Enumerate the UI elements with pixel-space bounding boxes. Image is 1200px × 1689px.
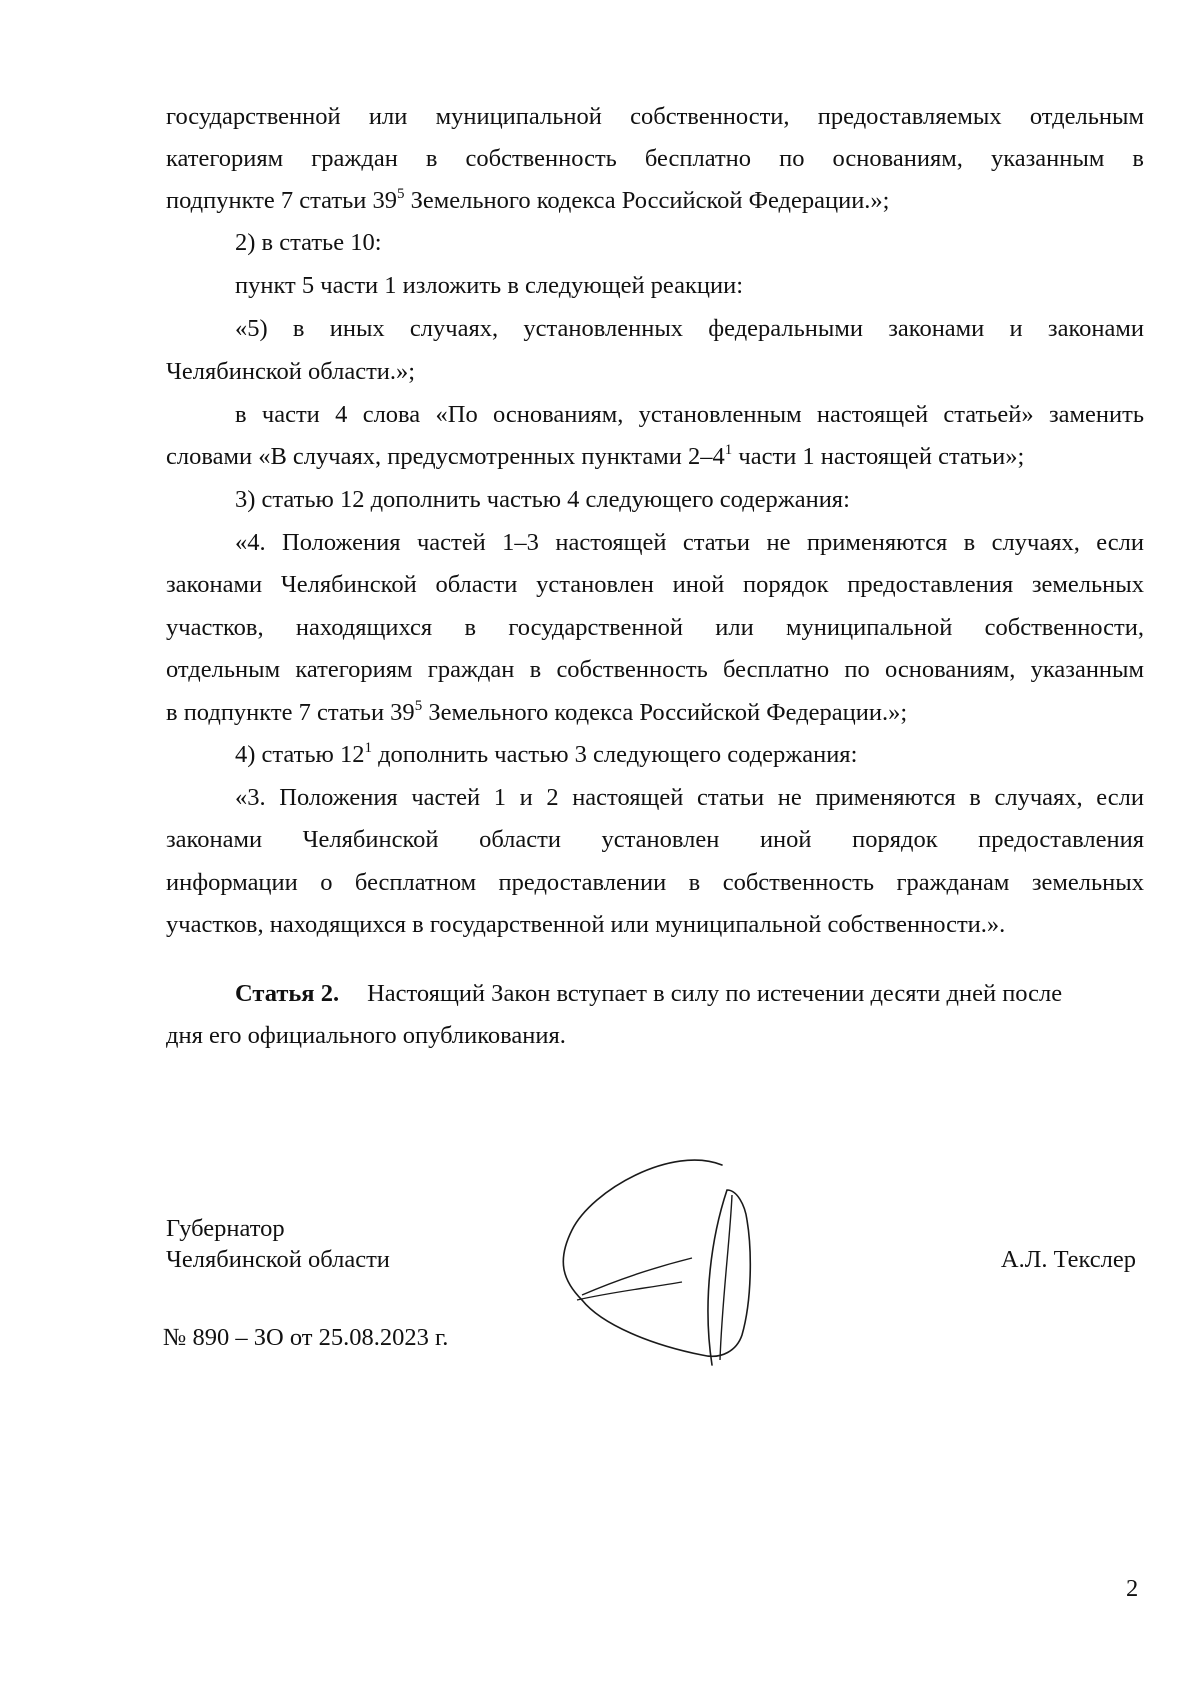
text-line bbox=[235, 782, 1144, 814]
text-line bbox=[166, 909, 1144, 941]
text-segment: участков, находящихся в государственной или муниципальной собственности.». bbox=[166, 911, 1006, 938]
text-line bbox=[166, 441, 1144, 473]
text-segment: Челябинской области.»; bbox=[166, 358, 416, 385]
article-2-text: дня его официального опубликования. bbox=[166, 1022, 566, 1049]
text-line bbox=[235, 227, 1144, 259]
text-line bbox=[166, 697, 1144, 729]
text-line bbox=[166, 101, 1144, 133]
text-segment: в подпункте 7 статьи 39 bbox=[166, 699, 415, 726]
text-segment: законами Челябинской области установлен иной порядок предоставления земельных bbox=[166, 571, 1144, 598]
text-segment: «3. Положения частей 1 и 2 настоящей статьи не применяются в случаях, если bbox=[235, 784, 1144, 811]
text-segment: части 1 настоящей статьи»; bbox=[732, 443, 1025, 470]
text-segment: государственной или муниципальной собственности, предоставляемых отдельным bbox=[166, 103, 1144, 130]
text-line bbox=[235, 739, 1144, 771]
text-line bbox=[235, 527, 1144, 559]
signature-scribble bbox=[552, 1150, 762, 1370]
text-line bbox=[235, 399, 1144, 431]
text-line bbox=[166, 356, 1144, 388]
article-2-line bbox=[166, 1020, 1144, 1052]
text-segment: пункт 5 части 1 изложить в следующей реакции: bbox=[235, 272, 744, 299]
text-segment: Земельного кодекса Российской Федерации.»; bbox=[404, 187, 890, 214]
text-line bbox=[166, 185, 1144, 217]
text-segment: «4. Положения частей 1–3 настоящей статьи не применяются в случаях, если bbox=[235, 529, 1144, 556]
text-segment: словами «В случаях, предусмотренных пунктами 2–4 bbox=[166, 443, 725, 470]
article-2-line bbox=[235, 978, 1144, 1010]
governor-region: Челябинской области bbox=[166, 1246, 390, 1273]
text-line bbox=[166, 143, 1144, 175]
text-segment: Земельного кодекса Российской Федерации.»; bbox=[422, 699, 908, 726]
text-segment: информации о бесплатном предоставлении в собственность гражданам земельных bbox=[166, 869, 1144, 896]
text-segment: отдельным категориям граждан в собственность бесплатно по основаниям, указанным bbox=[166, 656, 1144, 683]
text-segment: законами Челябинской области установлен иной порядок предоставления bbox=[166, 826, 1144, 853]
text-segment: 4) статью 12 bbox=[235, 741, 365, 768]
text-line bbox=[166, 824, 1144, 856]
text-line bbox=[166, 867, 1144, 899]
text-segment: 2) в статье 10: bbox=[235, 229, 382, 256]
superscript: 5 bbox=[397, 186, 405, 202]
text-segment: дополнить частью 3 следующего содержания: bbox=[371, 741, 858, 768]
signatory-name: А.Л. Текслер bbox=[1000, 1246, 1136, 1273]
superscript: 1 bbox=[364, 740, 372, 756]
text-line bbox=[235, 313, 1144, 345]
text-segment: участков, находящихся в государственной или муниципальной собственности, bbox=[166, 614, 1144, 641]
text-line bbox=[235, 270, 1144, 302]
text-line bbox=[235, 484, 1144, 516]
page-number: 2 bbox=[1126, 1575, 1139, 1602]
text-line bbox=[166, 569, 1144, 601]
text-segment: подпункте 7 статьи 39 bbox=[166, 187, 397, 214]
text-segment: в части 4 слова «По основаниям, установленным настоящей статьей» заменить bbox=[235, 401, 1144, 428]
superscript: 1 bbox=[724, 442, 733, 458]
superscript: 5 bbox=[414, 698, 423, 714]
text-segment: «5) в иных случаях, установленных федеральными законами и законами bbox=[235, 315, 1144, 342]
article-2-title: Статья 2. bbox=[235, 980, 340, 1007]
text-line bbox=[166, 612, 1144, 644]
law-number: № 890 – ЗО от 25.08.2023 г. bbox=[163, 1324, 449, 1351]
text-line bbox=[166, 654, 1144, 686]
text-segment: 3) статью 12 дополнить частью 4 следующего содержания: bbox=[235, 486, 850, 513]
article-2-text: Настоящий Закон вступает в силу по истечении десяти дней после bbox=[367, 980, 1063, 1007]
text-segment: категориям граждан в собственность бесплатно по основаниям, указанным в bbox=[166, 145, 1144, 172]
governor-title: Губернатор bbox=[166, 1215, 285, 1242]
